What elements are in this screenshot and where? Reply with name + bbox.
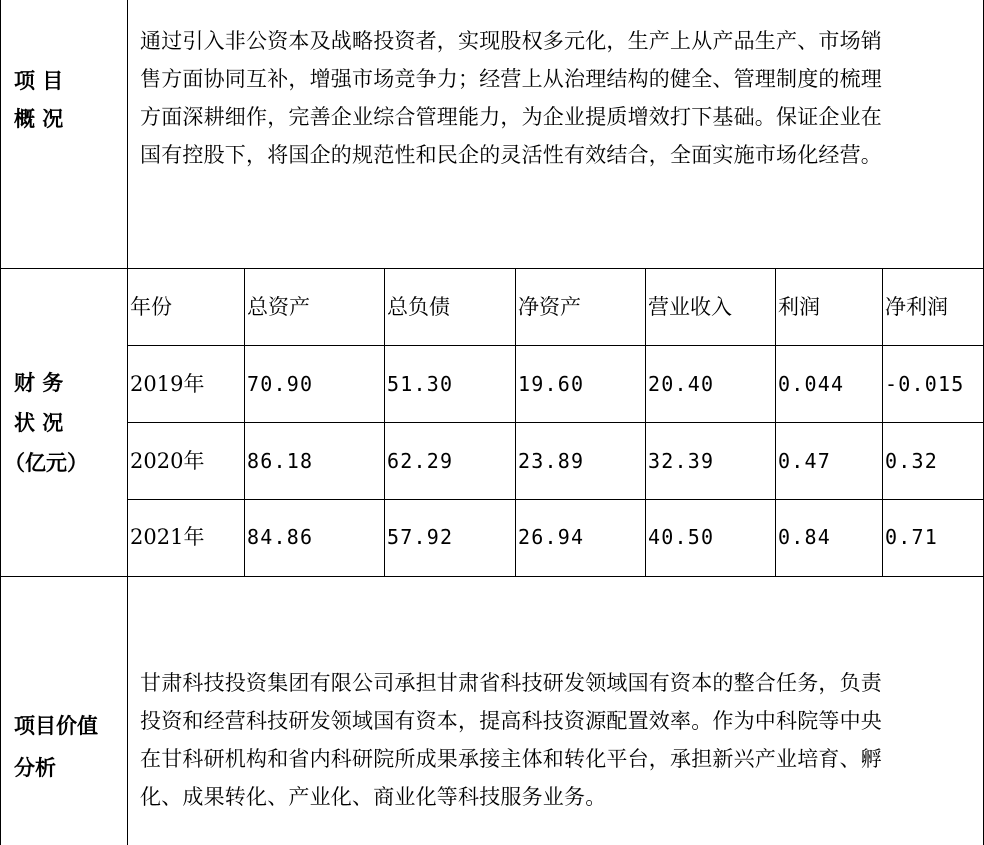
value-line: 甘肃科技投资集团有限公司承担甘肃省科技研发领域国有资本的整合任务，负责: [140, 671, 882, 695]
overview-line: 售方面协同互补，增强市场竞争力；经营上从治理结构的健全、管理制度的梳理: [140, 67, 882, 91]
overview-line: 国有控股下，将国企的规范性和民企的灵活性有效结合，全面实施市场化经营。: [140, 143, 882, 167]
cell-total-liabilities: 57.92: [387, 525, 454, 549]
finance-row-divider: [127, 499, 983, 500]
cell-total-assets: 70.90: [247, 372, 314, 396]
header-year: 年份: [130, 295, 172, 319]
table-row-2019: [0, 371, 984, 397]
cell-profit: 0.47: [778, 449, 831, 473]
overview-line: 方面深耕细作，完善企业综合管理能力，为企业提质增效打下基础。保证企业在: [140, 105, 882, 129]
cell-total-liabilities: 62.29: [387, 449, 454, 473]
finance-label-line1: 财 务: [14, 371, 64, 395]
cell-total-assets: 86.18: [247, 449, 314, 473]
cell-profit: 0.044: [778, 372, 845, 396]
overview-label: [14, 62, 63, 138]
value-label-line1: 项目价值: [14, 714, 98, 738]
header-revenue: 营业收入: [648, 295, 732, 319]
cell-year: 2019年: [130, 372, 205, 396]
overview-paragraph: [140, 22, 882, 174]
value-paragraph: [140, 664, 882, 816]
cell-revenue: 40.50: [648, 525, 715, 549]
cell-total-liabilities: 51.30: [387, 372, 454, 396]
value-line: 化、成果转化、产业化、商业化等科技服务业务。: [140, 785, 607, 809]
cell-profit: 0.84: [778, 525, 831, 549]
cell-net-profit: -0.015: [885, 372, 965, 396]
cell-year: 2020年: [130, 449, 205, 473]
value-line: 投资和经营科技研发领域国有资本，提高科技资源配置效率。作为中科院等中央: [140, 709, 882, 733]
value-label-line2: 分析: [14, 756, 56, 780]
cell-net-profit: 0.71: [885, 525, 938, 549]
finance-row-divider: [127, 345, 983, 346]
value-label: [14, 705, 98, 789]
section-divider-bottom: [0, 576, 984, 577]
overview-label-line1: 项 目: [14, 69, 64, 93]
cell-net-assets: 26.94: [518, 525, 585, 549]
header-total-assets: 总资产: [247, 295, 310, 319]
cell-year: 2021年: [130, 525, 205, 549]
table-row-2020: [0, 448, 984, 474]
overview-label-line2: 概 况: [14, 107, 64, 131]
value-line: 在甘科研机构和省内科研院所成果承接主体和转化平台，承担新兴产业培育、孵: [140, 747, 882, 771]
header-net-assets: 净资产: [518, 295, 581, 319]
cell-net-assets: 23.89: [518, 449, 585, 473]
table-left-border: [0, 0, 1, 845]
section-divider-top: [0, 268, 984, 269]
overview-line: 通过引入非公资本及战略投资者，实现股权多元化，生产上从产品生产、市场销: [140, 29, 882, 53]
table-row-2021: [0, 524, 984, 550]
header-total-liabilities: 总负债: [387, 295, 450, 319]
header-profit: 利润: [778, 295, 820, 319]
finance-row-divider: [127, 422, 983, 423]
finance-label-line2: 状 况: [14, 411, 64, 435]
header-net-profit: 净利润: [885, 295, 948, 319]
cell-revenue: 20.40: [648, 372, 715, 396]
cell-total-assets: 84.86: [247, 525, 314, 549]
cell-revenue: 32.39: [648, 449, 715, 473]
cell-net-profit: 0.32: [885, 449, 938, 473]
finance-label-line3: （亿元）: [4, 451, 88, 475]
cell-net-assets: 19.60: [518, 372, 585, 396]
